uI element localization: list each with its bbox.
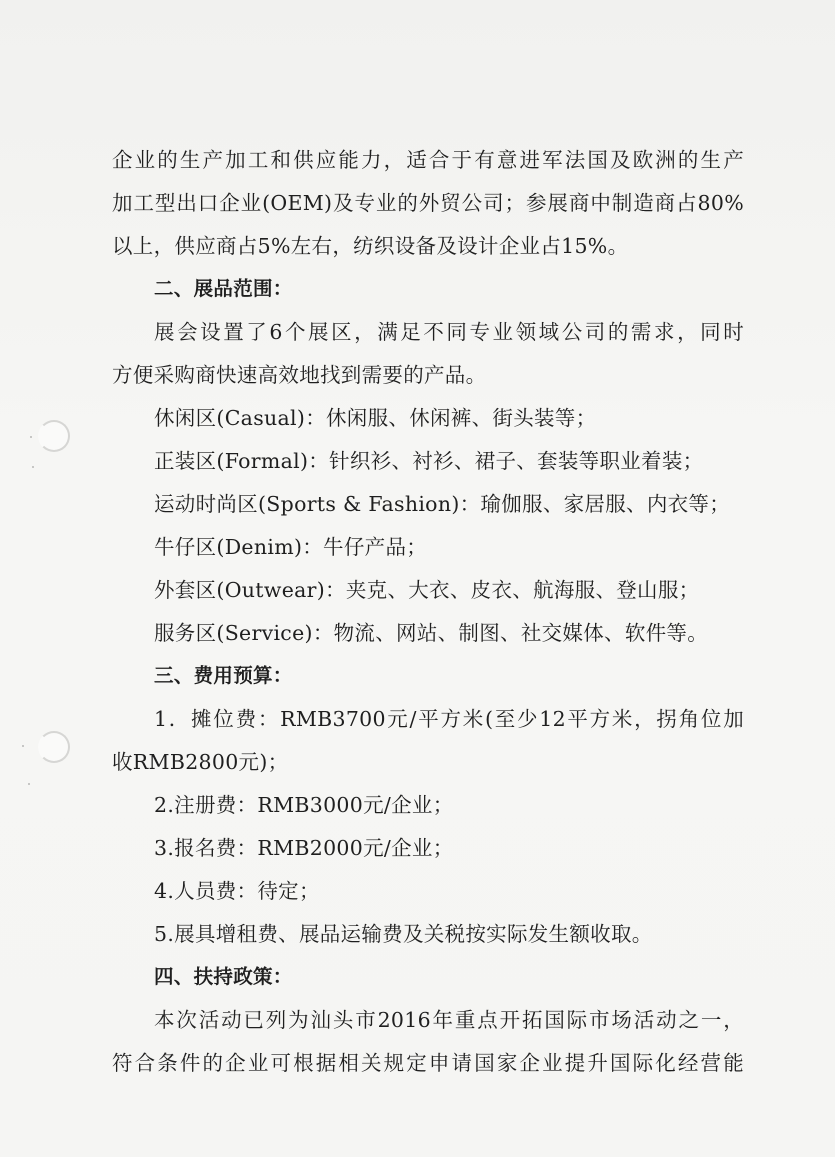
fee-item-application: 3.报名费：RMB2000元/企业； [154,836,454,860]
paragraph-line: 加工型出口企业(OEM)及专业的外贸公司；参展商中制造商占80% [112,191,744,215]
list-item-denim: 牛仔区(Denim)：牛仔产品； [154,535,428,559]
section-heading-exhibits: 二、展品范围： [154,277,293,300]
list-item-outwear: 外套区(Outwear)：夹克、大衣、皮衣、航海服、登山服； [154,578,700,602]
section-heading-budget: 三、费用预算： [154,664,293,687]
paragraph-line: 本次活动已列为汕头市2016年重点开拓国际市场活动之一， [154,1008,744,1032]
paragraph-line: 展会设置了6个展区，满足不同专业领域公司的需求，同时 [154,320,744,344]
paragraph-line: 企业的生产加工和供应能力，适合于有意进军法国及欧洲的生产 [112,148,744,172]
fee-item-registration: 2.注册费：RMB3000元/企业； [154,793,454,817]
punch-hole-top [38,420,70,452]
fee-item-booth-continued: 收RMB2800元)； [112,750,289,774]
scan-speck [22,745,24,747]
scan-speck [30,436,32,438]
list-item-sports: 运动时尚区(Sports & Fashion)：瑜伽服、家居服、内衣等； [154,492,731,516]
fee-item-personnel: 4.人员费：待定； [154,879,320,903]
fee-item-other: 5.展具增租费、展品运输费及关税按实际发生额收取。 [154,922,653,946]
fee-item-booth: 1．摊位费：RMB3700元/平方米(至少12平方米，拐角位加 [154,707,744,731]
punch-hole-bottom [38,731,70,763]
list-item-casual: 休闲区(Casual)：休闲服、休闲裤、街头装等； [154,406,597,430]
list-item-service: 服务区(Service)：物流、网站、制图、社交媒体、软件等。 [154,621,709,645]
list-item-formal: 正装区(Formal)：针织衫、衬衫、裙子、套装等职业着装； [154,449,704,473]
paragraph-line: 符合条件的企业可根据相关规定申请国家企业提升国际化经营能 [112,1051,744,1075]
paragraph-line: 以上，供应商占5%左右，纺织设备及设计企业占15%。 [112,234,629,258]
scan-speck [32,466,34,468]
paragraph-line: 方便采购商快速高效地找到需要的产品。 [112,363,487,387]
scan-speck [28,783,30,785]
section-heading-support: 四、扶持政策： [154,965,293,988]
